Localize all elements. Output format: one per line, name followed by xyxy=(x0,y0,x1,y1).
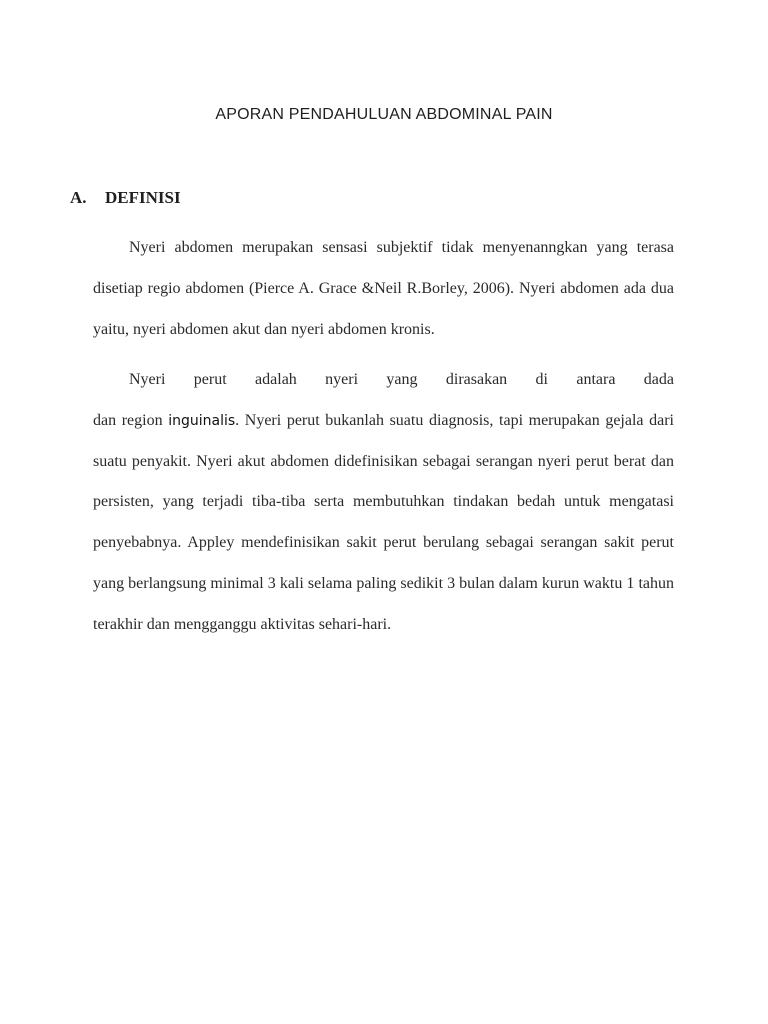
section-heading-text: DEFINISI xyxy=(105,188,181,207)
paragraph-2-before-term: dan region xyxy=(93,411,169,429)
paragraph-definition xyxy=(93,228,674,350)
section-letter: A. xyxy=(70,188,87,207)
paragraph-2-after-term: . Nyeri perut bukanlah suatu diagnosis, tapi merupakan gejala dari suatu penyakit. Nyeri akut abdomen didefinisikan sebagai serangan nyeri perut berat dan persisten, yang terjadi tiba-tiba serta membutuhkan tindakan bedah untuk mengatasi penyebabnya. Appley mendefinisikan sakit perut berulang sebagai serangan sakit perut yang berlangsung minimal 3 kali selama paling sedikit 3 bulan dalam kurun waktu 1 tahun terakhir dan mengganggu aktivitas sehari-hari. xyxy=(93,411,675,633)
paragraph-1-text: Nyeri abdomen merupakan sensasi subjektif tidak menyenanngkan yang terasa disetiap regio abdomen (Pierce A. Grace &Neil R.Borley, 2006). Nyeri abdomen ada dua yaitu, nyeri abdomen akut dan nyeri abdomen kronis. xyxy=(93,239,674,338)
paragraph-2-first-line xyxy=(93,360,674,401)
paragraph-2-line1: Nyeri perut adalah nyeri yang dirasakan di antara dada xyxy=(129,371,674,388)
paragraph-abdominal-pain xyxy=(93,360,674,646)
paragraph-2-term: inguinalis xyxy=(168,412,236,429)
section-heading xyxy=(70,188,181,208)
document-title: APORAN PENDAHULUAN ABDOMINAL PAIN xyxy=(215,106,553,123)
